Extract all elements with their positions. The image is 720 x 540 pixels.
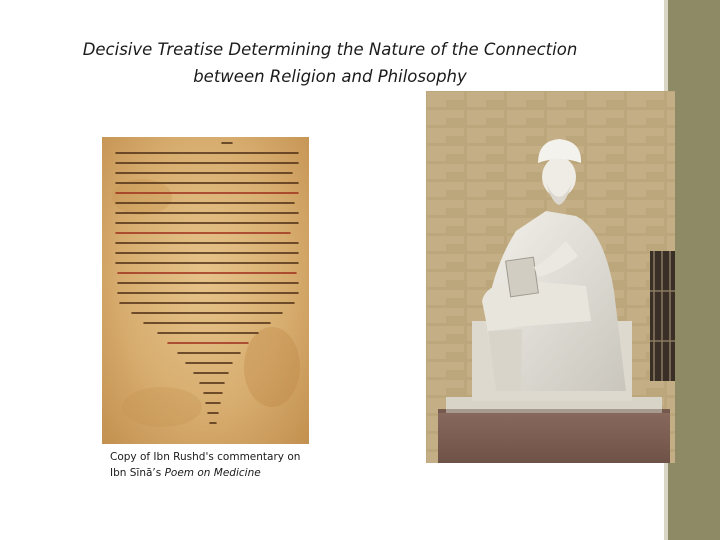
statue-image <box>426 91 675 463</box>
title-line-2: between Religion and Philosophy <box>193 67 467 86</box>
manuscript-caption <box>110 449 340 481</box>
manuscript-image <box>102 137 309 444</box>
decorative-band-dark <box>668 0 720 540</box>
caption-line-2 <box>110 465 340 481</box>
statue-drawing <box>426 91 675 463</box>
title-line-1: Decisive Treatise Determining the Nature of the Connection <box>82 40 578 59</box>
caption-line-2-prefix: Ibn Sīnā’s <box>110 467 165 479</box>
manuscript-script-drawing <box>102 137 309 444</box>
caption-line-1: Copy of Ibn Rushd's commentary on <box>110 451 301 463</box>
slide-title <box>40 36 620 90</box>
caption-work-title: Poem on Medicine <box>164 467 261 479</box>
